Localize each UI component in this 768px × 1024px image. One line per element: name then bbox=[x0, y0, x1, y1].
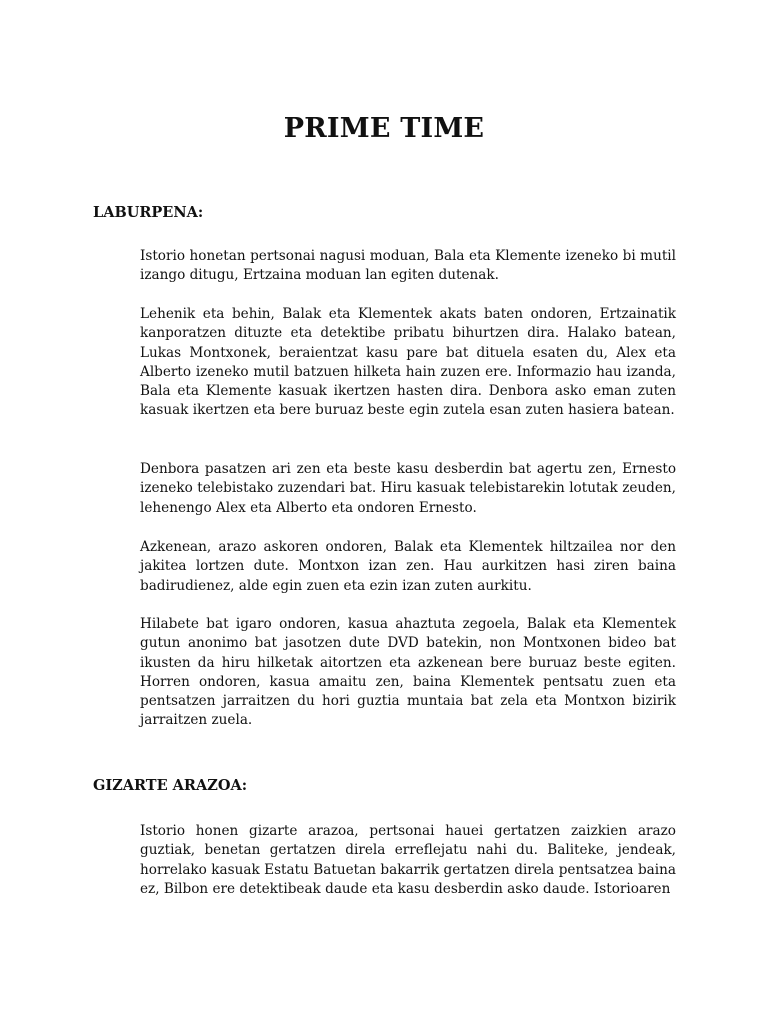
paragraph: Denbora pasatzen ari zen eta beste kasu desberdin bat agertu zen, Ernesto izeneko telebistako zuzendari bat. Hiru kasuak telebistarekin lotutak zeuden, lehenengo Alex eta Alberto eta ondoren Ernesto. bbox=[140, 461, 676, 516]
paragraph: Azkenean, arazo askoren ondoren, Balak eta Klementek hiltzailea nor den jakitea lortzen dute. Montxon izan zen. Hau aurkitzen hasi ziren baina badirudienez, alde egin zuen eta ezin izan zuten aurkitu. bbox=[140, 539, 676, 594]
paragraph: Istorio honen gizarte arazoa, pertsonai hauei gertatzen zaizkien arazo guztiak, benetan gertatzen direla erreflejatu nahi du. Baliteke, jendeak, horrelako kasuak Estatu Batuetan bakarrik gertatzen direla pentsatzea baina ez, Bilbon ere detektibeak daude eta kasu desberdin asko daude. Istorioaren bbox=[140, 823, 676, 897]
document-title: PRIME TIME bbox=[283, 113, 485, 144]
paragraph: Hilabete bat igaro ondoren, kasua ahaztuta zegoela, Balak eta Klementek gutun anonimo bat jasotzen dute DVD batekin, non Montxonen bideo bat ikusten da hiru hilketak aitortzen eta azkenean bere buruaz beste egiten. Horren ondoren, kasua amaitu zen, baina Klementek pentsatu zuen eta pentsatzen jarraitzen du hori guztia muntaia bat zela eta Montxon bizirik jarraitzen zuela. bbox=[140, 616, 676, 729]
section-heading-gizarte-arazoa: GIZARTE ARAZOA: bbox=[93, 777, 248, 794]
section-heading-laburpena: LABURPENA: bbox=[93, 204, 204, 221]
paragraph: Istorio honetan pertsonai nagusi moduan, Bala eta Klemente izeneko bi mutil izango ditugu, Ertzaina moduan lan egiten dutenak. bbox=[140, 248, 676, 284]
paragraph: Lehenik eta behin, Balak eta Klementek akats baten ondoren, Ertzainatik kanporatzen dituzte eta detektibe pribatu bihurtzen dira. Halako batean, Lukas Montxonek, beraientzat kasu pare bat dituela esaten du, Alex eta Alberto izeneko mutil batzuen hilketa hain zuzen ere. Informazio hau izanda, Bala eta Klemente kasuak ikertzen hasten dira. Denbora asko eman zuten kasuak ikertzen eta bere buruaz beste egin zutela esan zuten hasiera batean. bbox=[140, 306, 676, 419]
